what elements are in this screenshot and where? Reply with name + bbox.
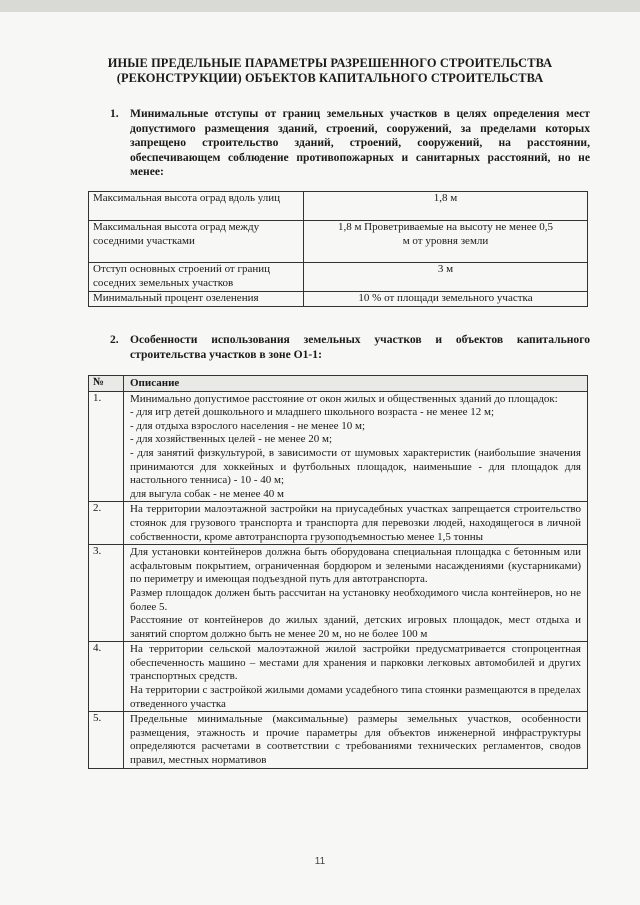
table-row: [89, 502, 588, 545]
section-1: [110, 107, 590, 177]
section-2-number: 2.: [110, 333, 119, 346]
param-value: 10 % от площади земельного участка: [304, 292, 588, 307]
table-row: [89, 263, 588, 292]
features-table: [88, 375, 588, 769]
table-header-row: [89, 376, 588, 392]
param-name: Максимальная высота оград между соседними участками: [89, 221, 304, 263]
row-description: [124, 642, 588, 712]
description-line: Минимально допустимое расстояние от окон жилых и общественных зданий до площадок:: [130, 392, 558, 405]
row-description: [124, 545, 588, 642]
scan-top-strip: [0, 0, 640, 12]
description-line: - для отдыха взрослого населения - не менее 10 м;: [130, 419, 366, 432]
table-row: [89, 292, 588, 307]
param-name: Максимальная высота оград вдоль улиц: [89, 192, 304, 221]
param-name: Минимальный процент озеленения: [89, 292, 304, 307]
description-line: - для игр детей дошкольного и младшего школьного возраста - не менее 12 м;: [130, 406, 494, 419]
column-header-number: №: [89, 376, 124, 392]
page-title: ИНЫЕ ПРЕДЕЛЬНЫЕ ПАРАМЕТРЫ РАЗРЕШЕННОГО СТРОИТЕЛЬСТВА (РЕКОНСТРУКЦИИ) ОБЪЕКТОВ КАПИТАЛЬНОГО СТРОИТЕЛЬСТВА: [107, 56, 553, 85]
param-value: 1,8 м: [304, 192, 588, 221]
column-header-description: Описание: [124, 376, 588, 392]
section-2-text: Особенности использования земельных участков и объектов капитального строительства участков в зоне О1-1:: [130, 333, 590, 361]
description-line: - для занятий физкультурой, в зависимости от шумовых характеристик (наибольшие значения принимаются для хоккейных и футбольных площадок, наименьшие - для площадок для настольного тенниса) - 10 - 40 м;: [130, 446, 581, 487]
table-row: [89, 712, 588, 768]
table-row: [89, 642, 588, 712]
description-line: На территории с застройкой жилыми домами усадебного типа стоянки размещаются в пределах отведенного участка: [130, 684, 581, 710]
row-number: 4.: [89, 642, 124, 712]
table-row: [89, 545, 588, 642]
row-description: [124, 391, 588, 502]
row-number: 1.: [89, 391, 124, 502]
description-line: На территории малоэтажной застройки на приусадебных участках запрещается строительство стоянок для грузового транспорта и транспорта для перевозки людей, находящегося в личной собственности, кроме автотранспорта грузоподъемностью менее 1,5 тонны: [130, 503, 581, 543]
table-row: [89, 192, 588, 221]
description-line: На территории сельской малоэтажной жилой застройки предусматривается стопроцентная обеспеченность машино – местами для хранения и парковки легковых автомобилей и других транспортных средств.: [130, 643, 581, 683]
section-2: [110, 333, 590, 365]
description-line: Для установки контейнеров должна быть оборудована специальная площадка с бетонным или асфальтовым покрытием, ограниченная бордюром и зелеными насаждениями (кустарниками) по периметру и имеющая подъездной путь для автотранспорта.: [130, 546, 581, 586]
section-1-number: 1.: [110, 107, 119, 120]
description-line: для выгула собак - не менее 40 м: [130, 487, 284, 500]
param-value: 1,8 м Проветриваемые на высоту не менее 0,5 м от уровня земли: [304, 221, 588, 263]
param-name: Отступ основных строений от границ соседних земельных участков: [89, 263, 304, 292]
description-line: Расстояние от контейнеров до жилых зданий, детских игровых площадок, мест отдыха и занятий спортом должно быть не менее 20 м, но не более 100 м: [130, 614, 581, 640]
table-row: [89, 221, 588, 263]
description-line: - для хозяйственных целей - не менее 20 м;: [130, 433, 333, 446]
row-number: 5.: [89, 712, 124, 768]
description-line: Размер площадок должен быть рассчитан на установку необходимого числа контейнеров, но не более 5.: [130, 586, 581, 613]
page-number: 11: [314, 856, 326, 867]
row-description: [124, 712, 588, 768]
param-value: 3 м: [304, 263, 588, 292]
row-number: 2.: [89, 502, 124, 545]
section-1-text: Минимальные отступы от границ земельных участков в целях определения мест допустимого размещения зданий, строений, сооружений, за пределами которых запрещено строительство зданий, строений, сооружений, на расстоянии, обеспечивающем соблюдение противопожарных и санитарных расстояний, но не менее:: [130, 107, 590, 178]
parameters-table: [88, 191, 588, 307]
row-description: [124, 502, 588, 545]
description-line: Предельные минимальные (максимальные) размеры земельных участков, особенности размещения, этажность и прочие параметры для объектов инженерной инфраструктуры определяются расчетами в соответствии с требованиями технических регламентов, сводов правил, местных нормативов: [130, 713, 581, 767]
row-number: 3.: [89, 545, 124, 642]
table-row: [89, 391, 588, 502]
